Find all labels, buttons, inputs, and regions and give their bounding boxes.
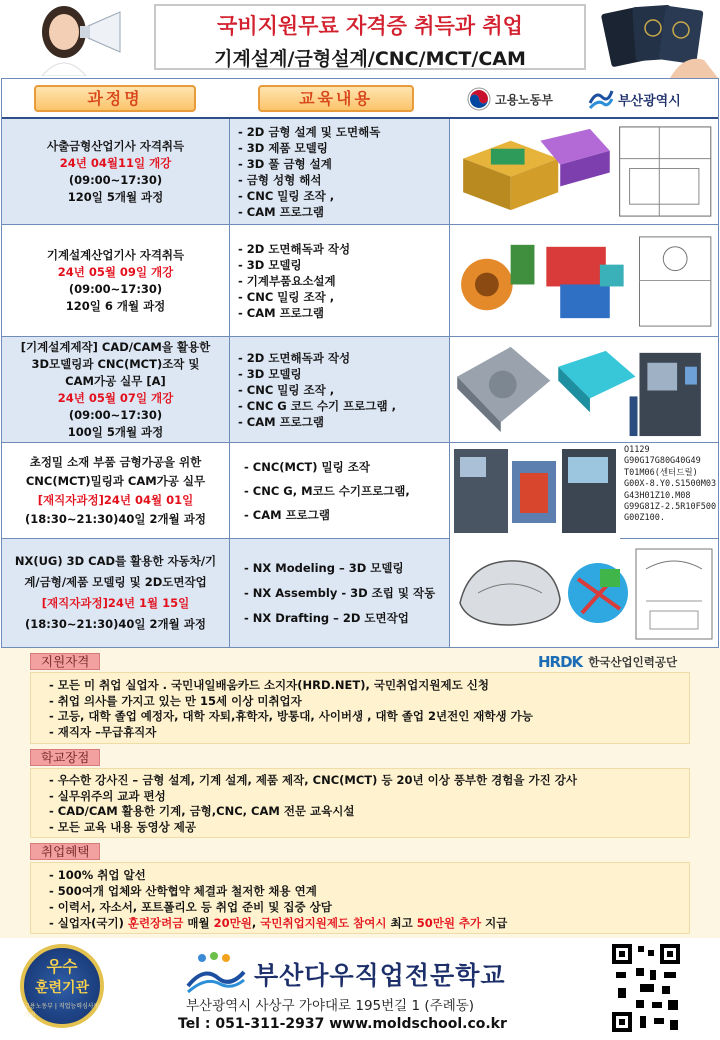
course-start-date: 24년 04월11일 개강 [59, 155, 172, 170]
content-item: - CNC 밀링 조작 , [238, 289, 335, 304]
course-title: 사출금형산업기사 자격취득 [46, 138, 185, 153]
benefit-item: - 이력서, 자소서, 포트폴리오 등 취업 준비 및 집중 상담 [49, 900, 332, 914]
content-item: - NX Drafting – 2D 도면작업 [244, 610, 409, 625]
content-item: - CNC 밀링 조작 , [238, 188, 335, 203]
allowance-text: 최고 [390, 916, 417, 930]
course-name-cell [2, 539, 230, 647]
course-duration: (18:30~21:30)40일 2개월 과정 [25, 511, 206, 526]
course-name-cell [2, 119, 230, 224]
allowance-highlight: 국민취업지원제도 참여시 [260, 916, 391, 930]
busan-label: 부산광역시 [618, 93, 681, 109]
allowance-amount: 20만원 [213, 916, 252, 930]
allowance-amount: 50만원 추가 [416, 916, 486, 930]
content-item: - CAM 프로그램 [238, 414, 324, 429]
title-box [154, 4, 586, 70]
content-item: - CNC G, M코드 수기프로그램, [244, 483, 410, 498]
benefit-item: - 500여개 업체와 산학협약 체결과 철저한 채용 연계 [49, 884, 317, 898]
content-item: - 2D 금형 설계 및 도면해독 [238, 124, 381, 139]
content-item: - NX Assembly - 3D 조립 및 작동 [244, 585, 436, 600]
hrdk-name: 한국산업인력공단 [588, 655, 678, 669]
course-title: CAM가공 실무 [A] [65, 373, 166, 388]
school-address: 부산광역시 사상구 가야대로 195번길 1 (주례동) [186, 998, 475, 1014]
mold-design-image [450, 119, 718, 224]
course-content-header: 교육내용 [258, 85, 414, 112]
course-start-line [38, 491, 193, 510]
content-item: - 2D 도면해독과 작성 [238, 241, 351, 256]
content-item: - 3D 풀 금형 설계 [238, 156, 332, 171]
strength-item: - 실무위주의 교과 편성 [49, 788, 166, 803]
eligibility-item: - 모든 미 취업 실업자 . 국민내일배움카드 소지자(HRD.NET), 국민취업지원제도 신청 [49, 678, 489, 692]
course-title: CNC(MCT)밀링과 CAM가공 실무 [25, 473, 206, 488]
course-title: [기계설계제작] CAD/CAM을 활용한 [20, 339, 211, 354]
content-item: - CAM 프로그램 [238, 305, 324, 320]
course-start-line [42, 593, 189, 614]
course-time: (09:00~17:30) [68, 281, 163, 296]
course-content-cell [230, 539, 450, 647]
seal-line3: 고용노동부 | 직업능력심사평가원 [24, 1002, 100, 1019]
allowance-text: - 실업자(국기) [49, 916, 128, 930]
content-item: - NX Modeling – 3D 모델링 [244, 560, 404, 575]
course-duration: 120일 6 개월 과정 [65, 298, 166, 313]
gcode-line: T01M06(센터드릴) [624, 467, 698, 478]
strengths-label: 학교장점 [30, 749, 100, 766]
info-section [0, 648, 720, 938]
cnc-gcode-panel [450, 443, 718, 538]
course-row-machine [2, 225, 718, 337]
woman-megaphone-image [28, 2, 128, 76]
school-contact[interactable]: Tel : 051-311-2937 www.moldschool.co.kr [178, 1016, 507, 1032]
content-item: - CNC G 코드 수기 프로그램 , [238, 398, 396, 413]
allowance-highlight: 훈련장려금 [127, 916, 188, 930]
taegeuk-icon [467, 87, 491, 111]
course-row-mold [2, 119, 718, 225]
gcode-line: G00Z100. [624, 513, 665, 524]
school-logo-icon [184, 950, 246, 994]
course-title: 기계설계산업기사 자격취득 [46, 247, 185, 262]
page-subtitle: 기계설계/금형설계/CNC/MCT/CAM [214, 48, 526, 70]
benefits-label: 취업혜택 [30, 843, 100, 860]
benefit-item: - 100% 취업 알선 [49, 868, 146, 882]
course-title: 3D모델링과 CNC(MCT)조작 및 [31, 356, 200, 371]
content-item: - 3D 모델링 [238, 366, 302, 381]
course-start-date: 24년 05월 09일 개강 [57, 264, 174, 279]
machine-design-image [450, 225, 718, 336]
page-title: 국비지원무료 자격증 취득과 취업 [217, 14, 523, 38]
gcode-listing [624, 445, 716, 525]
course-time: (09:00~17:30) [68, 407, 163, 422]
course-type-badge: [재직자과정] [41, 596, 108, 610]
course-row-nx [2, 539, 718, 647]
course-duration: 120일 5개월 과정 [67, 189, 164, 204]
hrdk-logo [538, 653, 677, 671]
allowance-text: 지급 [485, 916, 508, 930]
header [0, 0, 720, 78]
gcode-line: G00X-8.Y0.S1500M03 [624, 479, 717, 490]
course-content-cell [230, 443, 450, 538]
content-item: - 2D 도면해독과 작성 [238, 350, 351, 365]
cnc-machine-image [450, 337, 718, 442]
course-duration: (18:30~21:30)40일 2개월 과정 [25, 617, 206, 631]
eligibility-box [30, 672, 690, 744]
passports-image [600, 0, 718, 78]
eligibility-item: - 고등, 대학 졸업 예정자, 대학 자퇴,휴학자, 방통대, 사이버생 , 대학 졸업 2년전인 재학생 가능 [49, 709, 533, 723]
course-row-precision [2, 443, 718, 539]
content-item: - 금형 성형 해석 [238, 172, 322, 187]
hrdk-mark: HRDK [538, 653, 583, 671]
course-title: 초정밀 소재 부품 금형가공을 위한 [29, 454, 202, 469]
footer [0, 938, 720, 1040]
course-name-header: 과정명 [34, 85, 196, 112]
strength-item: - 모든 교육 내용 동영상 제공 [49, 819, 196, 834]
course-content-cell [230, 119, 450, 224]
course-duration: 100일 5개월 과정 [67, 424, 164, 439]
course-table [1, 78, 719, 648]
course-title: 계/금형/제품 모델링 및 2D도면작업 [24, 575, 207, 589]
moel-logo [467, 86, 553, 112]
content-item: - 3D 제품 모델링 [238, 140, 328, 155]
school-name: 부산다우직업전문학교 [254, 961, 506, 990]
content-item: - CAM 프로그램 [244, 507, 330, 522]
course-row-cadcam [2, 337, 718, 443]
excellent-training-seal [20, 944, 104, 1028]
eligibility-label: 지원자격 [30, 653, 100, 670]
course-start-date: 24년 04월 01일 [103, 492, 194, 507]
eligibility-item: - 취업 의사를 가지고 있는 만 15세 이상 미취업자 [49, 693, 302, 708]
content-item: - 기계부품요소설계 [238, 273, 336, 288]
seal-line1: 우수 [46, 956, 78, 976]
course-type-badge: [재직자과정] [37, 492, 104, 507]
busan-logo [588, 86, 681, 112]
course-start-date: 24년 05월 07일 개강 [57, 390, 174, 405]
course-time: (09:00~17:30) [68, 172, 163, 187]
strength-item: - CAD/CAM 활용한 기계, 금형,CNC, CAM 전문 교육시설 [49, 804, 355, 818]
nx-model-image [450, 539, 718, 647]
gcode-line: O1129 [624, 445, 650, 455]
seal-line2: 훈련기관 [34, 979, 90, 996]
strengths-box [30, 768, 690, 838]
course-name-cell [2, 443, 230, 538]
course-name-cell [2, 337, 230, 442]
qr-code[interactable] [610, 942, 682, 1034]
content-item: - CNC 밀링 조작 , [238, 382, 335, 397]
content-item: - 3D 모델링 [238, 257, 302, 272]
busan-wave-icon [588, 87, 614, 111]
course-start-date: 24년 1월 15일 [107, 596, 190, 610]
content-item: - CAM 프로그램 [238, 204, 324, 219]
eligibility-item: - 재직자 –무급휴직자 [49, 724, 157, 739]
course-content-cell [230, 225, 450, 336]
benefits-box [30, 862, 690, 934]
course-title: NX(UG) 3D CAD를 활용한 자동차/기 [14, 554, 217, 568]
table-header [2, 79, 718, 119]
gcode-line: G90G17G80G40G49 [624, 456, 701, 467]
allowance-text: , [251, 916, 261, 930]
allowance-text: 매월 [187, 916, 214, 930]
moel-label: 고용노동부 [495, 92, 553, 107]
course-name-cell [2, 225, 230, 336]
gcode-line: G99G81Z-2.5R10F500 [624, 502, 717, 513]
course-content-cell [230, 337, 450, 442]
content-item: - CNC(MCT) 밀링 조작 [244, 459, 370, 474]
cnc-operator-image [450, 443, 620, 539]
gcode-line: G43H01Z10.M08 [624, 490, 691, 501]
strength-item: - 우수한 강사진 – 금형 설계, 기계 설계, 제품 제작, CNC(MCT) 등 20년 이상 풍부한 경험을 가진 강사 [49, 773, 577, 787]
benefit-item-allowance [49, 915, 681, 931]
